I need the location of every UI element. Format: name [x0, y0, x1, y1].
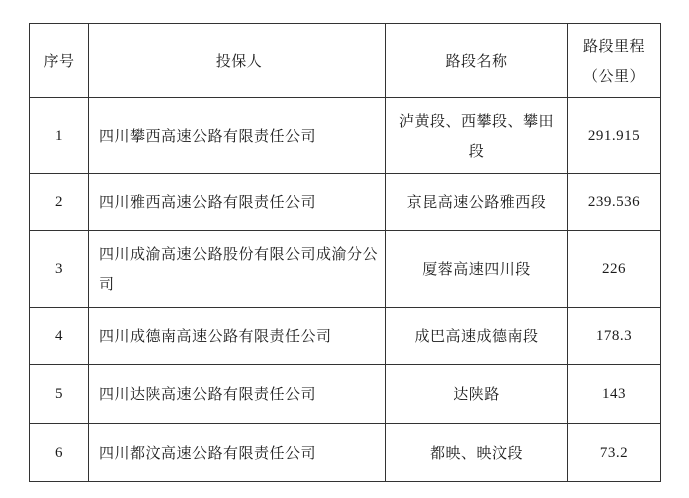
cell-insured: 四川成德南高速公路有限责任公司: [89, 308, 386, 365]
table-row: [30, 231, 661, 308]
cell-segment: 都映、映汶段: [386, 424, 568, 482]
header-insured: 投保人: [89, 24, 386, 98]
table-row: [30, 424, 661, 482]
header-length-line1: 路段里程: [582, 36, 645, 55]
cell-length: 178.3: [568, 308, 661, 365]
cell-insured: 四川成渝高速公路股份有限公司成渝分公司: [89, 231, 386, 308]
table-row: [30, 174, 661, 231]
cell-seq: 1: [30, 98, 89, 174]
header-seq: 序号: [30, 24, 89, 98]
table-row: [30, 98, 661, 174]
table-header-row: [30, 24, 661, 98]
cell-insured: 四川达陕高速公路有限责任公司: [89, 365, 386, 424]
header-length-line2: （公里）: [582, 66, 645, 85]
header-length: [568, 24, 661, 98]
cell-insured: 四川雅西高速公路有限责任公司: [89, 174, 386, 231]
cell-seq: 3: [30, 231, 89, 308]
cell-segment: 泸黄段、西攀段、攀田段: [386, 98, 568, 174]
header-segment: 路段名称: [386, 24, 568, 98]
table-row: [30, 308, 661, 365]
cell-segment: 达陕路: [386, 365, 568, 424]
cell-length: 143: [568, 365, 661, 424]
cell-length: 73.2: [568, 424, 661, 482]
cell-segment: 厦蓉高速四川段: [386, 231, 568, 308]
cell-seq: 4: [30, 308, 89, 365]
cell-seq: 5: [30, 365, 89, 424]
cell-length: 226: [568, 231, 661, 308]
cell-segment: 京昆高速公路雅西段: [386, 174, 568, 231]
table-row: [30, 365, 661, 424]
cell-length: 239.536: [568, 174, 661, 231]
cell-length: 291.915: [568, 98, 661, 174]
cell-insured: 四川攀西高速公路有限责任公司: [89, 98, 386, 174]
cell-insured: 四川都汶高速公路有限责任公司: [89, 424, 386, 482]
cell-seq: 6: [30, 424, 89, 482]
road-insurance-table: [29, 23, 661, 482]
cell-seq: 2: [30, 174, 89, 231]
cell-segment: 成巴高速成德南段: [386, 308, 568, 365]
